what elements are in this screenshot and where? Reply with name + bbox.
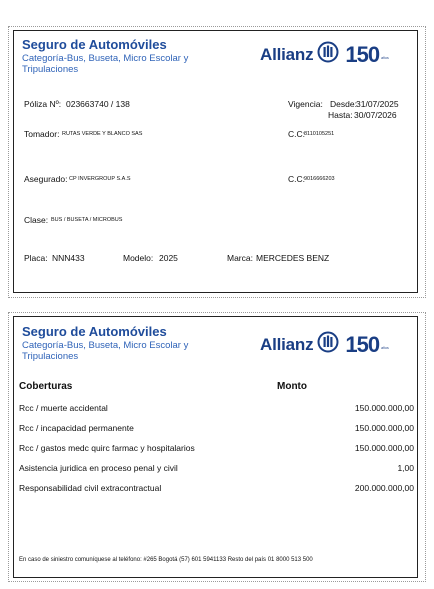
coverage-amount: 1,00 — [397, 463, 414, 473]
coverage-label: Rcc / incapacidad permanente — [19, 423, 134, 433]
anniversary-150-badge — [345, 331, 389, 357]
asegurado-cc-value: 9016666203 — [304, 176, 335, 182]
allianz-eagle-icon — [317, 331, 339, 358]
marca-label: Marca: — [227, 253, 253, 263]
coverage-label: Rcc / muerte accidental — [19, 403, 108, 413]
tomador-cc-label: C.C: — [288, 129, 305, 139]
card-title: Seguro de Automóviles — [22, 324, 167, 339]
coverage-label: Asistencia juridica en proceso penal y civil — [19, 463, 178, 473]
poliza-value: 023663740 / 138 — [66, 99, 130, 109]
tomador-value: RUTAS VERDE Y BLANCO SAS — [62, 131, 143, 137]
coverage-amount: 200.000.000,00 — [354, 483, 414, 493]
anniversary-150-badge — [345, 41, 389, 67]
card-title: Seguro de Automóviles — [22, 37, 167, 52]
hasta-label: Hasta: — [328, 110, 353, 120]
desde-value: 31/07/2025 — [356, 99, 399, 109]
coverage-label: Rcc / gastos medc quirc farmac y hospitalarios — [19, 443, 195, 453]
card-subtitle: Categoría-Bus, Buseta, Micro Escolar y Tripulaciones — [22, 340, 189, 362]
tomador-cc-value: 8110105251 — [304, 131, 335, 137]
coverage-card — [13, 316, 418, 578]
poliza-label: Póliza Nº: — [24, 99, 62, 109]
anniversary-suffix: años — [381, 345, 389, 350]
coberturas-header: Coberturas — [19, 381, 73, 392]
clase-label: Clase: — [24, 215, 49, 225]
allianz-wordmark: Allianz — [260, 334, 314, 354]
asegurado-label: Asegurado: — [24, 174, 68, 184]
asegurado-cc-label: C.C: — [288, 174, 305, 184]
placa-label: Placa: — [24, 253, 48, 263]
marca-value: MERCEDES BENZ — [256, 253, 330, 263]
tomador-label: Tomador: — [24, 129, 60, 139]
coverage-amount: 150.000.000,00 — [354, 443, 414, 453]
placa-value: NNN433 — [52, 253, 85, 263]
modelo-value: 2025 — [159, 253, 178, 263]
anniversary-suffix: años — [381, 55, 389, 60]
asegurado-value: CP INVERGROUP S.A.S — [69, 176, 131, 182]
modelo-label: Modelo: — [123, 253, 154, 263]
claims-phone-footer: En caso de siniestro comuníquese al teléfono: #265 Bogotá (57) 601 5941133 Resto del país 01 8000 513 500 — [19, 557, 313, 563]
anniversary-number: 150 — [345, 41, 380, 67]
monto-header: Monto — [277, 381, 307, 392]
coverage-amount: 150.000.000,00 — [354, 423, 414, 433]
coverage-label: Responsabilidad civil extracontractual — [19, 483, 162, 493]
coverage-amount: 150.000.000,00 — [354, 403, 414, 413]
allianz-eagle-icon — [317, 41, 339, 68]
anniversary-number: 150 — [345, 331, 380, 357]
clase-value: BUS / BUSETA / MICROBUS — [51, 217, 123, 223]
allianz-wordmark: Allianz — [260, 44, 314, 64]
card-subtitle: Categoría-Bus, Buseta, Micro Escolar y Tripulaciones — [22, 53, 189, 75]
desde-label: Desde: — [330, 99, 357, 109]
vigencia-label: Vigencia: — [288, 99, 323, 109]
policy-card — [13, 30, 418, 293]
allianz-logo — [260, 41, 389, 68]
allianz-logo — [260, 331, 389, 358]
hasta-value: 30/07/2026 — [354, 110, 397, 120]
